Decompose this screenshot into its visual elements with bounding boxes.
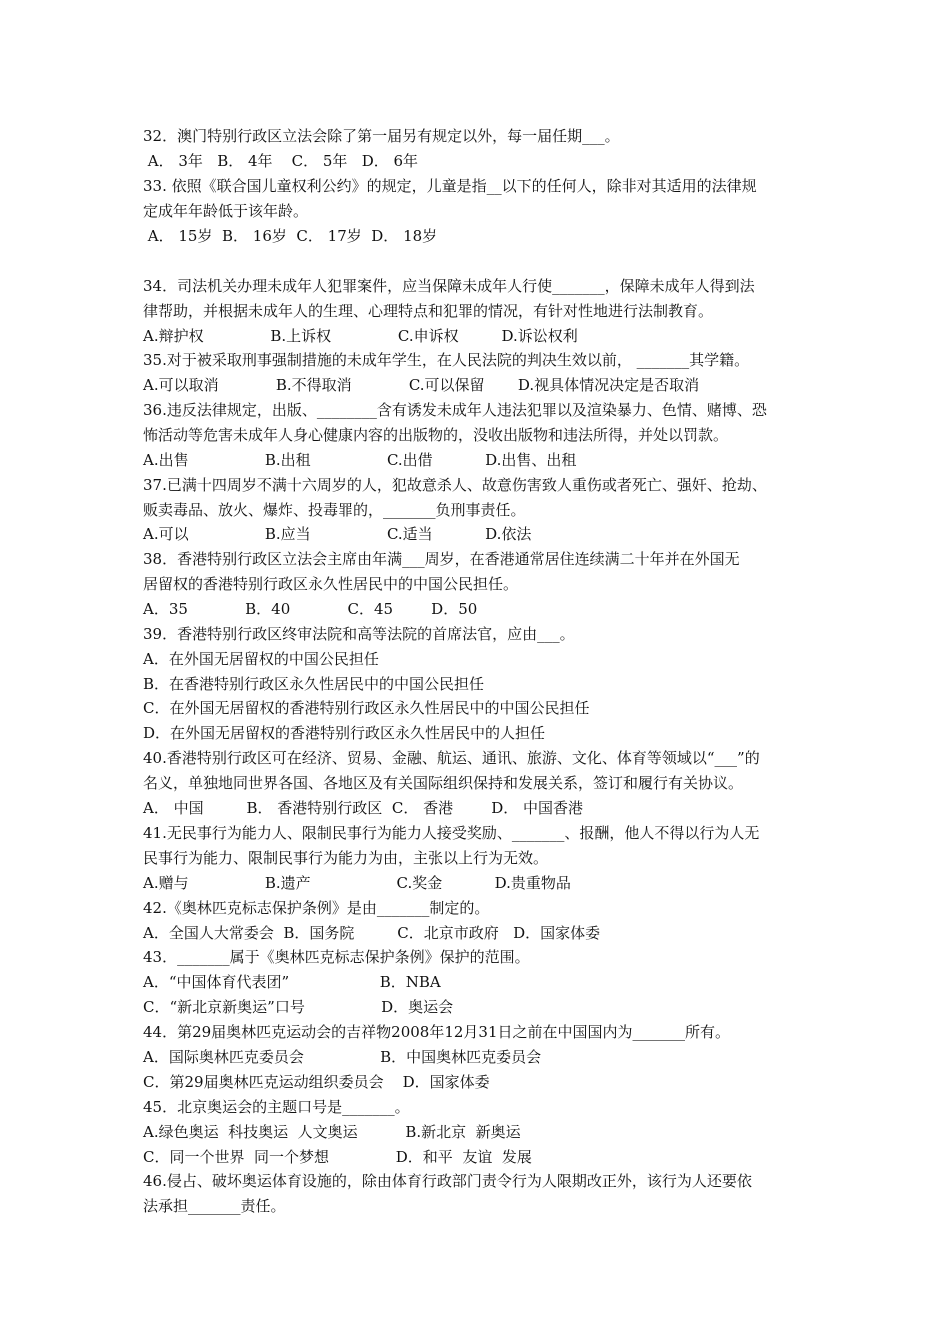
question-36-stem-line-2: 怖活动等危害未成年人身心健康内容的出版物的，没收出版物和违法所得，并处以罚款。 <box>143 426 729 444</box>
question-32-options: A． 3年 B． 4年 C． 5年 D． 6年 <box>143 152 419 170</box>
question-40-options: A． 中国 B． 香港特别行政区 C． 香港 D． 中国香港 <box>143 799 584 817</box>
question-46-stem-line-1: 46.侵占、破坏奥运体育设施的，除由体育行政部门责令行为人限期改正外，该行为人还要依 <box>143 1172 752 1190</box>
question-33-stem-line-2: 定成年年龄低于该年龄。 <box>143 202 309 220</box>
question-43-options-line-2: C．“新北京新奥运”口号 D．奥运会 <box>143 998 454 1016</box>
question-39-option-c: C．在外国无居留权的香港特别行政区永久性居民中的中国公民担任 <box>143 699 590 717</box>
question-38-stem-line-2: 居留权的香港特别行政区永久性居民中的中国公民担任。 <box>143 575 519 593</box>
question-39-option-d: D．在外国无居留权的香港特别行政区永久性居民中的人担任 <box>143 724 546 742</box>
question-41-stem-line-1: 41.无民事行为能力人、限制民事行为能力人接受奖励、_______、报酬，他人不得以行为人无 <box>143 824 760 842</box>
question-42-options: A．全国人大常委会 B．国务院 C．北京市政府 D．国家体委 <box>143 924 601 942</box>
question-36-stem-line-1: 36.违反法律规定，出版、________含有诱发未成年人违法犯罪以及渲染暴力、色情、赌博、恐 <box>143 401 767 419</box>
question-35-options: A.可以取消 B.不得取消 C.可以保留 D.视具体情况决定是否取消 <box>143 376 700 394</box>
question-44-stem: 44．第29届奥林匹克运动会的吉祥物2008年12月31日之前在中国国内为_______所有。 <box>143 1023 731 1041</box>
question-43-options-line-1: A．“中国体育代表团” B．NBA <box>143 973 441 991</box>
question-39-stem: 39．香港特别行政区终审法院和高等法院的首席法官，应由___。 <box>143 625 575 643</box>
question-34-stem-line-2: 律帮助，并根据未成年人的生理、心理特点和犯罪的情况，有针对性地进行法制教育。 <box>143 302 714 320</box>
question-39-option-b: B．在香港特别行政区永久性居民中的中国公民担任 <box>143 675 485 693</box>
question-33-options: A． 15岁 B． 16岁 C． 17岁 D． 18岁 <box>143 227 438 245</box>
question-33-stem-line-1: 33. 依照《联合国儿童权利公约》的规定，儿童是指__以下的任何人，除非对其适用的法律规 <box>143 177 757 195</box>
question-38-stem-line-1: 38．香港特别行政区立法会主席由年满___周岁，在香港通常居住连续满二十年并在外国无 <box>143 550 740 568</box>
question-44-options-line-1: A．国际奥林匹克委员会 B．中国奥林匹克委员会 <box>143 1048 542 1066</box>
question-46-stem-line-2: 法承担_______责任。 <box>143 1197 286 1215</box>
question-39-option-a: A．在外国无居留权的中国公民担任 <box>143 650 379 668</box>
question-44-options-line-2: C．第29届奥林匹克运动组织委员会 D．国家体委 <box>143 1073 490 1091</box>
question-37-stem-line-2: 贩卖毒品、放火、爆炸、投毒罪的，_______负刑事责任。 <box>143 501 526 519</box>
question-45-stem: 45．北京奥运会的主题口号是_______。 <box>143 1098 410 1116</box>
question-40-stem-line-2: 名义，单独地同世界各国、各地区及有关国际组织保持和发展关系，签订和履行有关协议。 <box>143 774 744 792</box>
question-34-stem-line-1: 34．司法机关办理未成年人犯罪案件，应当保障未成年人行使_______，保障未成年人得到法 <box>143 277 755 295</box>
question-41-stem-line-2: 民事行为能力、限制民事行为能力为由，主张以上行为无效。 <box>143 849 549 867</box>
question-37-options: A.可以 B.应当 C.适当 D.依法 <box>143 525 532 543</box>
question-45-options-line-2: C．同一个世界 同一个梦想 D．和平 友谊 发展 <box>143 1148 532 1166</box>
question-45-options-line-1: A.绿色奥运 科技奥运 人文奥运 B.新北京 新奥运 <box>143 1123 521 1141</box>
question-35-stem: 35.对于被采取刑事强制措施的未成年学生，在人民法院的判决生效以前， _______其学籍。 <box>143 351 750 369</box>
question-40-stem-line-1: 40.香港特别行政区可在经济、贸易、金融、航运、通讯、旅游、文化、体育等领域以“___”的 <box>143 749 760 767</box>
question-38-options: A．35 B．40 C．45 D．50 <box>143 600 478 618</box>
question-42-stem: 42.《奥林匹克标志保护条例》是由_______制定的。 <box>143 899 490 917</box>
question-37-stem-line-1: 37.已满十四周岁不满十六周岁的人，犯故意杀人、故意伤害致人重伤或者死亡、强奸、抢劫、 <box>143 476 767 494</box>
question-34-options: A.辩护权 B.上诉权 C.申诉权 D.诉讼权利 <box>143 327 578 345</box>
question-36-options: A.出售 B.出租 C.出借 D.出售、出租 <box>143 451 577 469</box>
question-41-options: A.赠与 B.遗产 C.奖金 D.贵重物品 <box>143 874 571 892</box>
question-43-stem: 43．_______属于《奥林匹克标志保护条例》保护的范围。 <box>143 948 530 966</box>
question-32-stem: 32．澳门特别行政区立法会除了第一届另有规定以外，每一届任期___。 <box>143 127 620 145</box>
